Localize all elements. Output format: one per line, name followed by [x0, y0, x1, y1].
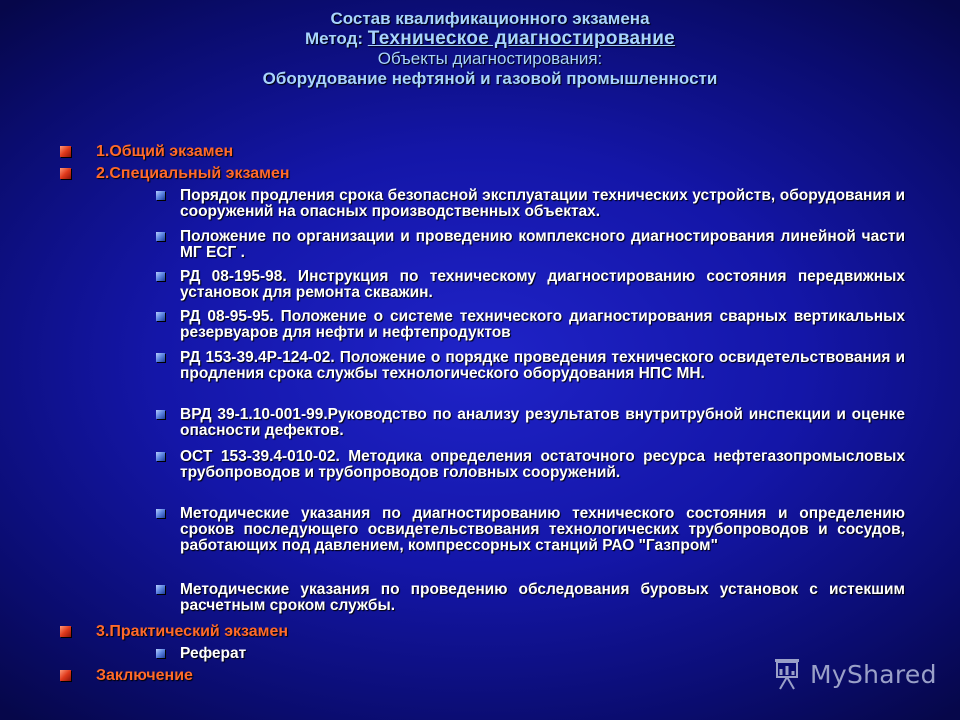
projector-screen-icon: [770, 657, 804, 691]
blue-square-bullet-icon: [156, 585, 165, 594]
section-label: 1.Общий экзамен: [96, 143, 234, 160]
section-practical: [96, 623, 288, 641]
red-square-bullet-icon: [60, 168, 71, 179]
special-item: [180, 309, 905, 341]
special-item: [180, 449, 905, 481]
title-line: Состав квалификационного экзамена: [330, 9, 650, 28]
item-text: РД 08-195-98. Инструкция по техническому диагностированию состояния передвижных установок для ремонта скважин.: [180, 268, 905, 301]
blue-square-bullet-icon: [156, 191, 165, 200]
blue-square-bullet-icon: [156, 649, 165, 658]
item-text: ВРД 39-1.10-001-99.Руководство по анализу результатов внутритрубной инспекции и оценке опасности дефектов.: [180, 406, 905, 439]
item-text: Положение по организации и проведению комплексного диагностирования линейной части МГ ЕСГ .: [180, 228, 905, 261]
special-item: [180, 350, 905, 382]
blue-square-bullet-icon: [156, 509, 165, 518]
special-item: [180, 506, 905, 554]
item-text: Реферат: [180, 645, 247, 662]
section-conclusion: [96, 667, 193, 685]
section-label: 2.Специальный экзамен: [96, 165, 290, 182]
section-label: 3.Практический экзамен: [96, 623, 289, 640]
special-item: [180, 407, 905, 439]
item-text: РД 153-39.4Р-124-02. Положение о порядке проведения технического освидетельствования и продления срока службы технологического оборудования НПС МН.: [180, 349, 905, 382]
item-text: Методические указания по диагностированию технического состояния и определению сроков последующего освидетельствования технологических трубопроводов и сосудов, работающих под давлением, компрессорных станций РАО "Газпром": [180, 505, 905, 554]
blue-square-bullet-icon: [156, 312, 165, 321]
item-text: ОСТ 153-39.4-010-02. Методика определения остаточного ресурса нефтегазопромысловых трубопроводов и трубопроводов головных сооружений.: [180, 448, 905, 481]
special-item: [180, 269, 905, 301]
blue-square-bullet-icon: [156, 272, 165, 281]
section-general: [96, 143, 233, 161]
red-square-bullet-icon: [60, 626, 71, 637]
red-square-bullet-icon: [60, 146, 71, 157]
method-value: Техническое диагностирование: [367, 28, 676, 49]
objects-label: Объекты диагностирования:: [377, 49, 603, 68]
item-text: Порядок продления срока безопасной эксплуатации технических устройств, оборудования и сооружений на опасных производственных объектах.: [180, 187, 905, 220]
item-text: РД 08-95-95. Положение о системе технического диагностирования сварных вертикальных резервуаров для нефти и нефтепродуктов: [180, 308, 905, 341]
blue-square-bullet-icon: [156, 410, 165, 419]
objects-value: Оборудование нефтяной и газовой промышленности: [262, 69, 718, 88]
item-text: Методические указания по проведению обследования буровых установок с истекшим расчетным сроком службы.: [180, 581, 905, 614]
special-item: [180, 229, 905, 261]
special-item: [180, 582, 905, 614]
red-square-bullet-icon: [60, 670, 71, 681]
section-special: [96, 165, 290, 183]
blue-square-bullet-icon: [156, 353, 165, 362]
special-item: [180, 188, 905, 220]
watermark-text: MyShared: [810, 659, 937, 689]
blue-square-bullet-icon: [156, 232, 165, 241]
section-label: Заключение: [96, 667, 193, 684]
blue-square-bullet-icon: [156, 452, 165, 461]
method-label: Метод:: [304, 29, 364, 48]
watermark-logo: [770, 656, 940, 692]
